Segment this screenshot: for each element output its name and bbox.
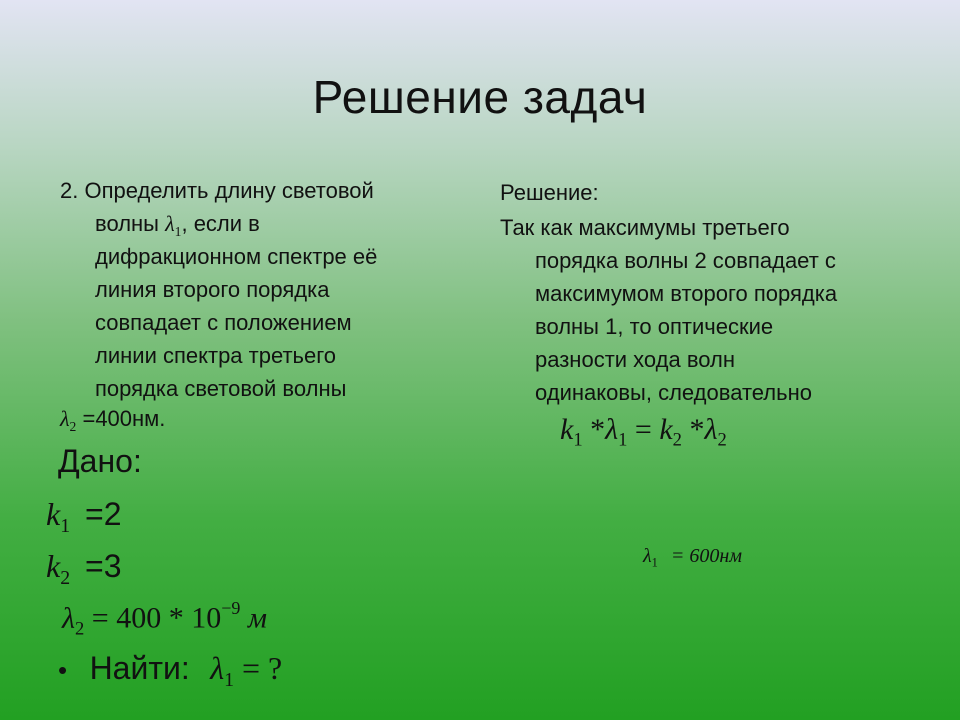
solution-line-4: волны 1, то оптические (535, 314, 774, 339)
eq-lambda1: $\lambda_1$ (605, 413, 628, 451)
lambda2-formula-expr: = 400 * 10 (91, 601, 222, 635)
problem-line-1: 2. Определить длину световой (60, 178, 374, 203)
given-heading: Дано: (58, 443, 142, 479)
find-label: Найти: (89, 650, 190, 686)
eq-equals: = (634, 413, 652, 446)
k1-value: =2 (85, 496, 122, 532)
eq-lambda2: $\lambda_2$ (704, 413, 727, 451)
given-k1 (46, 496, 122, 538)
lambda2-formula-exp: −9 (221, 598, 241, 618)
k1-symbol: $k_1$ (46, 496, 71, 537)
problem-line-3: дифракционном спектре её (95, 244, 378, 269)
solution-line-3: максимумом второго порядка (535, 281, 838, 306)
lambda1-symbol: $\lambda_1$ (165, 211, 182, 239)
eq-k1: $k_1$ (560, 413, 583, 451)
given-lambda2-formula (62, 598, 267, 640)
lambda2-value-text: =400нм. (82, 406, 166, 431)
problem-line-7: порядка световой волны (95, 376, 347, 401)
eq-k2: $k_2$ (659, 413, 682, 451)
k2-value: =3 (85, 548, 122, 584)
eq-star-2: * (689, 413, 705, 446)
lambda2-formula-unit: м (247, 601, 268, 635)
solution-line-1: Так как максимумы третьего (500, 215, 790, 240)
answer-lambda1: $\lambda_1$ (643, 545, 658, 570)
solution-equation (560, 413, 727, 452)
problem-line-6: линии спектра третьего (95, 343, 337, 368)
problem-line-4: линия второго порядка (95, 277, 330, 302)
lambda2-symbol: $\lambda_2$ (60, 406, 77, 434)
problem-line-5: совпадает с положением (95, 310, 352, 335)
given-k2 (46, 548, 122, 590)
lambda2-formula-symbol: $\lambda_2$ (62, 601, 85, 639)
solution-answer (643, 545, 742, 570)
solution-line-6: одинаковы, следовательно (535, 380, 812, 405)
find-row (58, 650, 282, 692)
problem-line-8 (60, 402, 165, 443)
slide-title: Решение задач (312, 71, 648, 123)
problem-text-wave: волны (95, 211, 159, 236)
answer-value: = 600нм (670, 545, 743, 567)
eq-star-1: * (590, 413, 606, 446)
problem-text-if: , если в (181, 211, 260, 236)
solution-line-5: разности хода волн (535, 347, 736, 372)
solution-heading: Решение: (500, 180, 599, 205)
bullet-icon: • (58, 655, 68, 685)
k2-symbol: $k_2$ (46, 548, 71, 589)
find-formula: $\lambda_1$ = ? (210, 650, 283, 691)
solution-line-2: порядка волны 2 совпадает с (535, 248, 836, 273)
